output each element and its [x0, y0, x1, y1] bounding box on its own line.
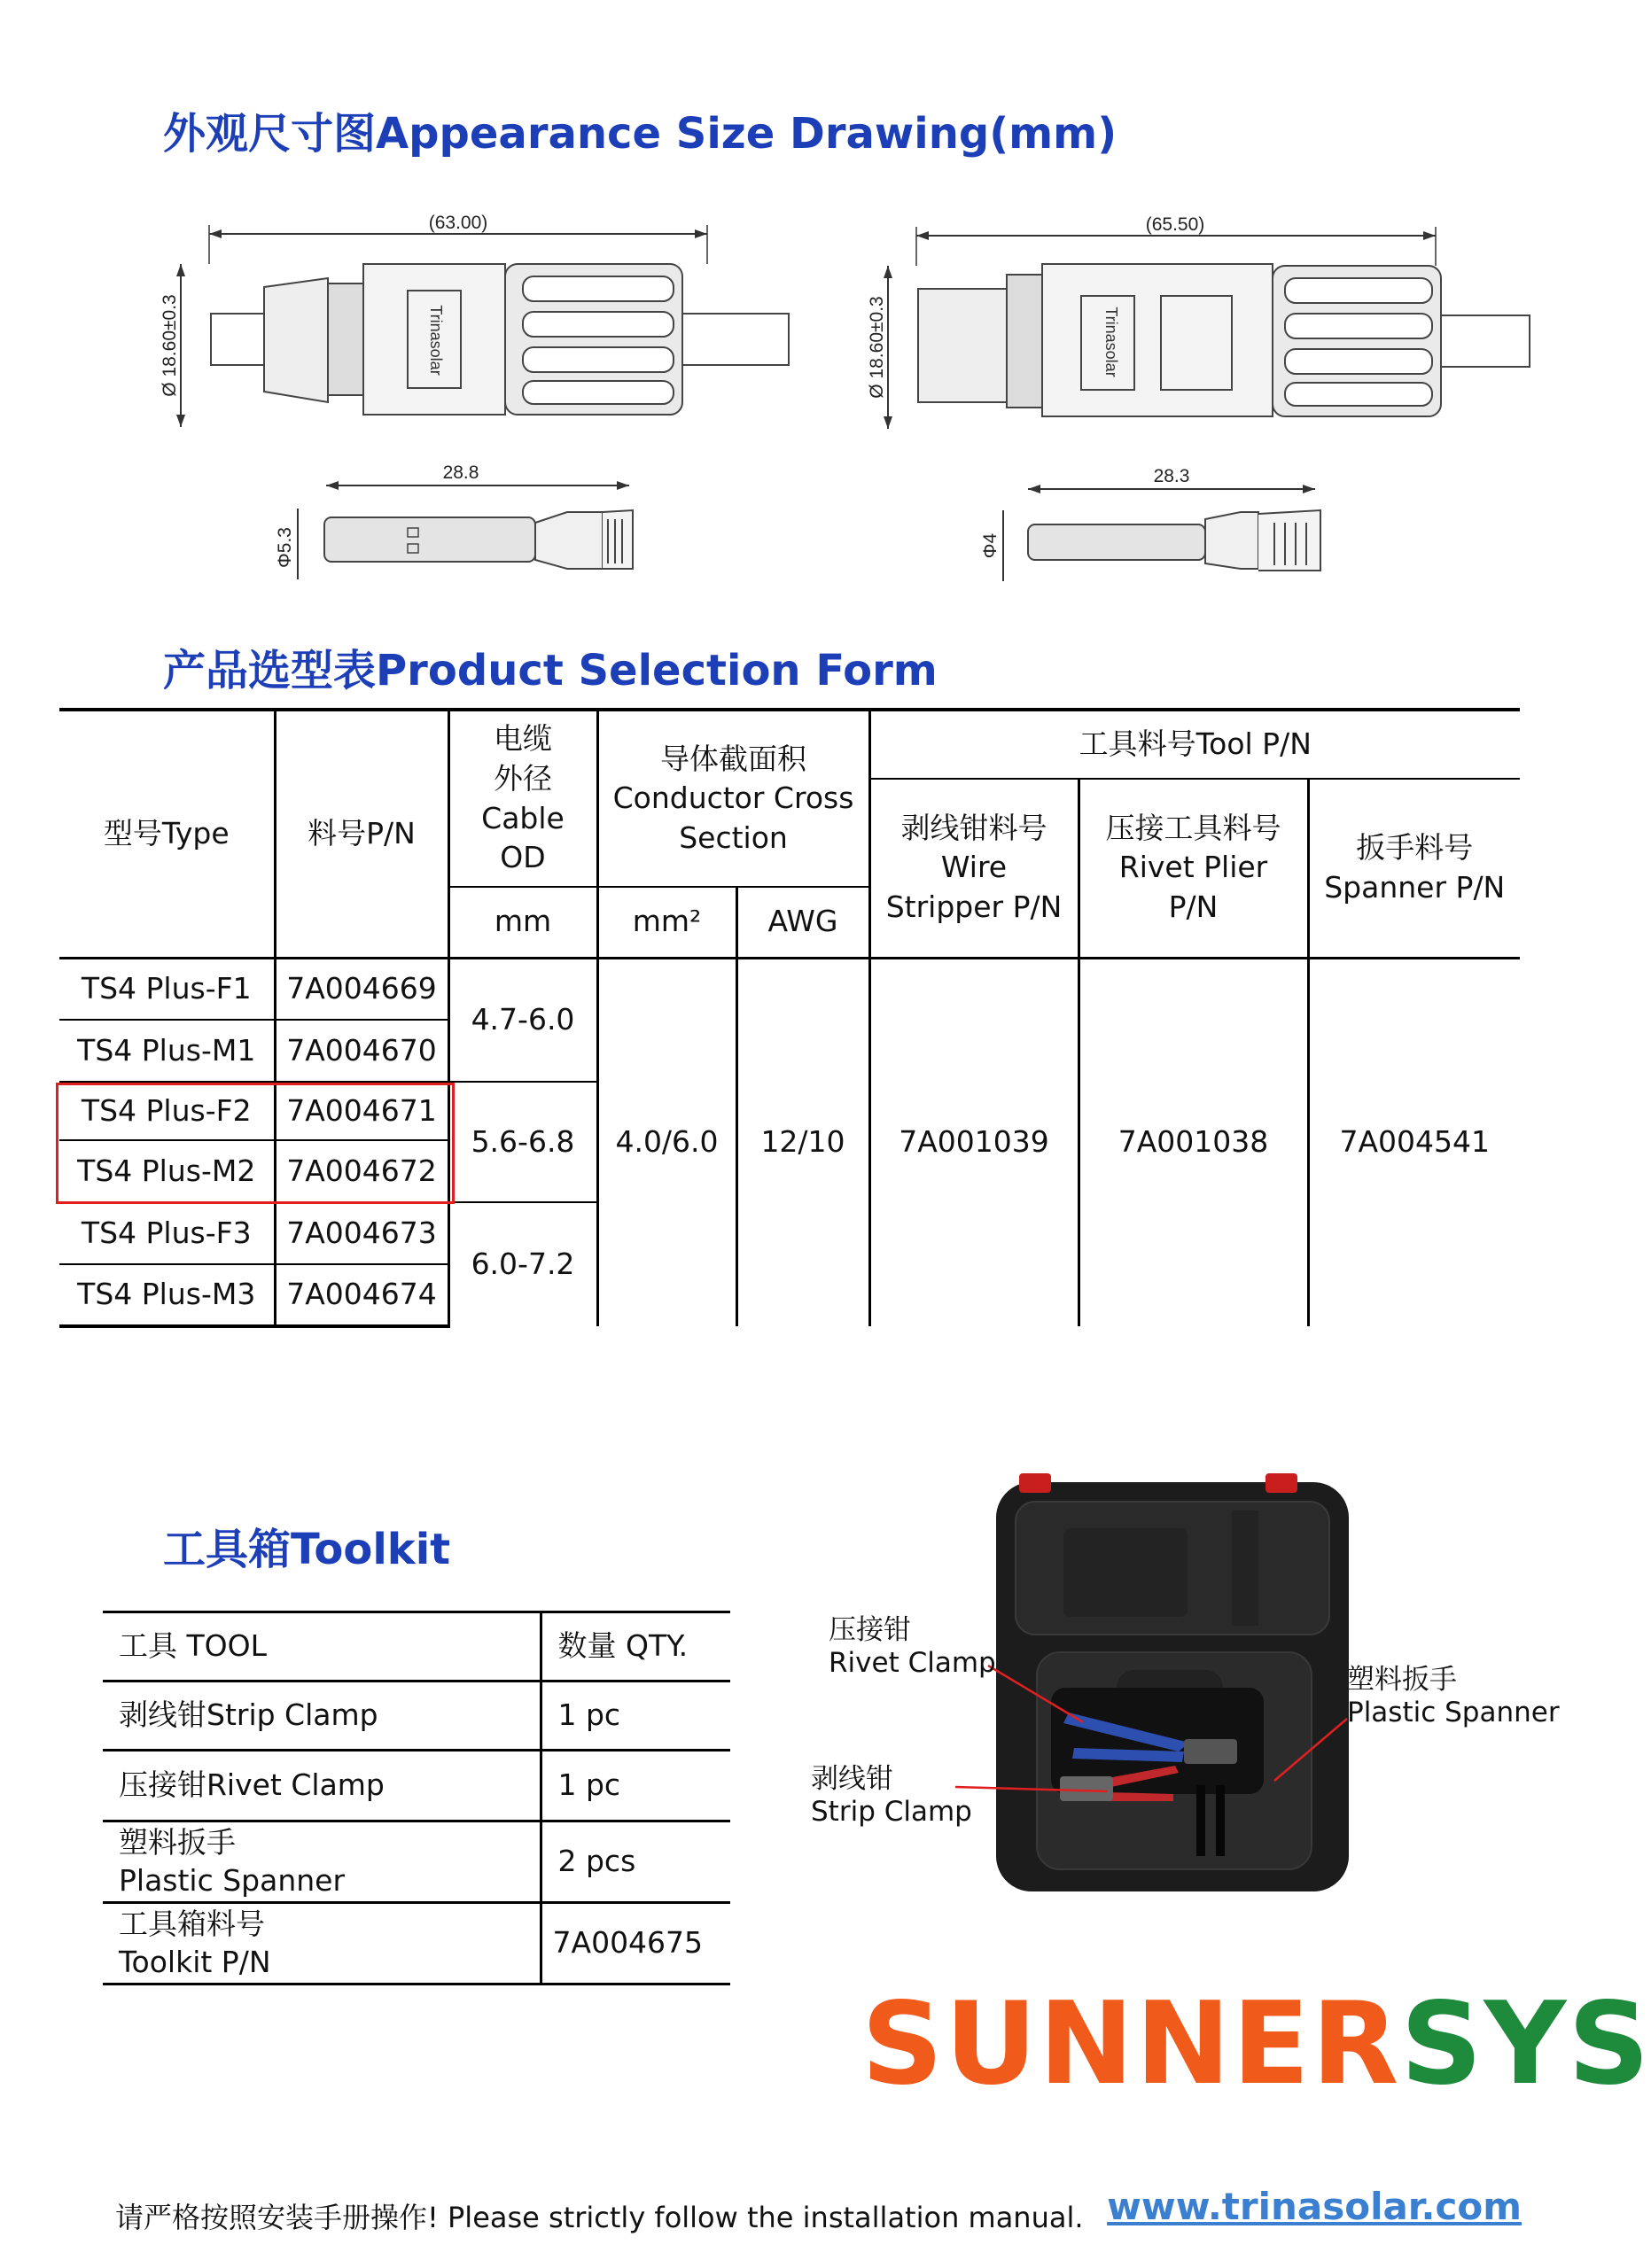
svg-text:Ø 18.60±0.3: Ø 18.60±0.3 — [867, 296, 887, 399]
unit-mm: mm — [448, 887, 597, 958]
kit-tool: 塑料扳手 Plastic Spanner — [103, 1821, 541, 1903]
kit-tool: 工具箱料号 Toolkit P/N — [103, 1903, 541, 1984]
row-type: TS4 Plus-F1 — [59, 958, 275, 1020]
row-pn: 7A004670 — [275, 1020, 448, 1082]
callout-spanner: 塑料扳手 Plastic Spanner — [1347, 1664, 1560, 1729]
row-type: TS4 Plus-F3 — [59, 1202, 275, 1264]
header-tool-pn: 工具料号Tool P/N — [869, 710, 1520, 779]
svg-text:Φ5.3: Φ5.3 — [275, 527, 295, 568]
kit-tool: 剥线钳Strip Clamp — [103, 1682, 541, 1751]
row-type: TS4 Plus-M2 — [59, 1140, 275, 1202]
callout-strip: 剥线钳 Strip Clamp — [811, 1763, 972, 1829]
od-group-1: 4.7-6.0 — [448, 958, 597, 1082]
callout-rivet: 压接钳 Rivet Clamp — [829, 1614, 996, 1680]
conductor-awg: 12/10 — [736, 958, 869, 1326]
row-pn: 7A004674 — [275, 1264, 448, 1326]
rivet-pn: 7A001038 — [1079, 958, 1308, 1326]
length-dim: (63.00) — [428, 213, 488, 233]
kit-qty: 1 pc — [541, 1751, 730, 1821]
svg-text:Ø 18.60±0.3: Ø 18.60±0.3 — [160, 294, 180, 397]
svg-text:28.8: 28.8 — [442, 462, 479, 483]
kit-tool: 压接钳Rivet Clamp — [103, 1751, 541, 1821]
row-pn: 7A004673 — [275, 1202, 448, 1264]
footer-note: 请严格按照安装手册操作! Please strictly follow the installation manual. — [115, 2201, 1084, 2234]
kit-qty: 1 pc — [541, 1682, 730, 1751]
row-type: TS4 Plus-M3 — [59, 1264, 275, 1326]
row-type: TS4 Plus-M1 — [59, 1020, 275, 1082]
row-pn: 7A004671 — [275, 1082, 448, 1140]
row-type: TS4 Plus-F2 — [59, 1082, 275, 1140]
header-spanner: 扳手料号 Spanner P/N — [1308, 779, 1520, 958]
row-pn: 7A004669 — [275, 958, 448, 1020]
sunnersys-logo: SUNNERSYS — [861, 1978, 1651, 2110]
svg-text:(65.50): (65.50) — [1145, 214, 1205, 235]
kit-qty: 7A004675 — [541, 1903, 730, 1984]
row-pn: 7A004672 — [275, 1140, 448, 1202]
kit-header-qty: 数量 QTY. — [541, 1612, 730, 1682]
header-stripper: 剥线钳料号 Wire Stripper P/N — [869, 779, 1079, 958]
od-group-3: 6.0-7.2 — [448, 1202, 597, 1326]
header-cable-od: 电缆 外径 Cable OD — [448, 710, 597, 887]
header-pn: 料号P/N — [275, 710, 448, 958]
spanner-pn: 7A004541 — [1308, 958, 1520, 1326]
toolkit-title: 工具箱Toolkit — [163, 1525, 451, 1574]
svg-text:Φ4: Φ4 — [980, 532, 1001, 559]
selection-title: 产品选型表Product Selection Form — [163, 646, 938, 695]
unit-awg: AWG — [736, 887, 869, 958]
website-link[interactable]: www.trinasolar.com — [1107, 2185, 1522, 2228]
header-rivet: 压接工具料号 Rivet Plier P/N — [1079, 779, 1308, 958]
header-conductor: 导体截面积 Conductor Cross Section — [597, 710, 869, 887]
svg-text:Trinasolar: Trinasolar — [427, 305, 445, 376]
unit-mm2: mm² — [597, 887, 736, 958]
appearance-title: 外观尺寸图Appearance Size Drawing(mm) — [163, 109, 1118, 159]
kit-header-tool: 工具 TOOL — [103, 1612, 541, 1682]
svg-text:Trinasolar: Trinasolar — [1102, 307, 1120, 377]
stripper-pn: 7A001039 — [869, 958, 1079, 1326]
svg-text:28.3: 28.3 — [1153, 466, 1190, 486]
kit-qty: 2 pcs — [541, 1821, 730, 1903]
od-group-2: 5.6-6.8 — [448, 1082, 597, 1202]
header-type: 型号Type — [59, 710, 275, 958]
conductor-mm2: 4.0/6.0 — [597, 958, 736, 1326]
